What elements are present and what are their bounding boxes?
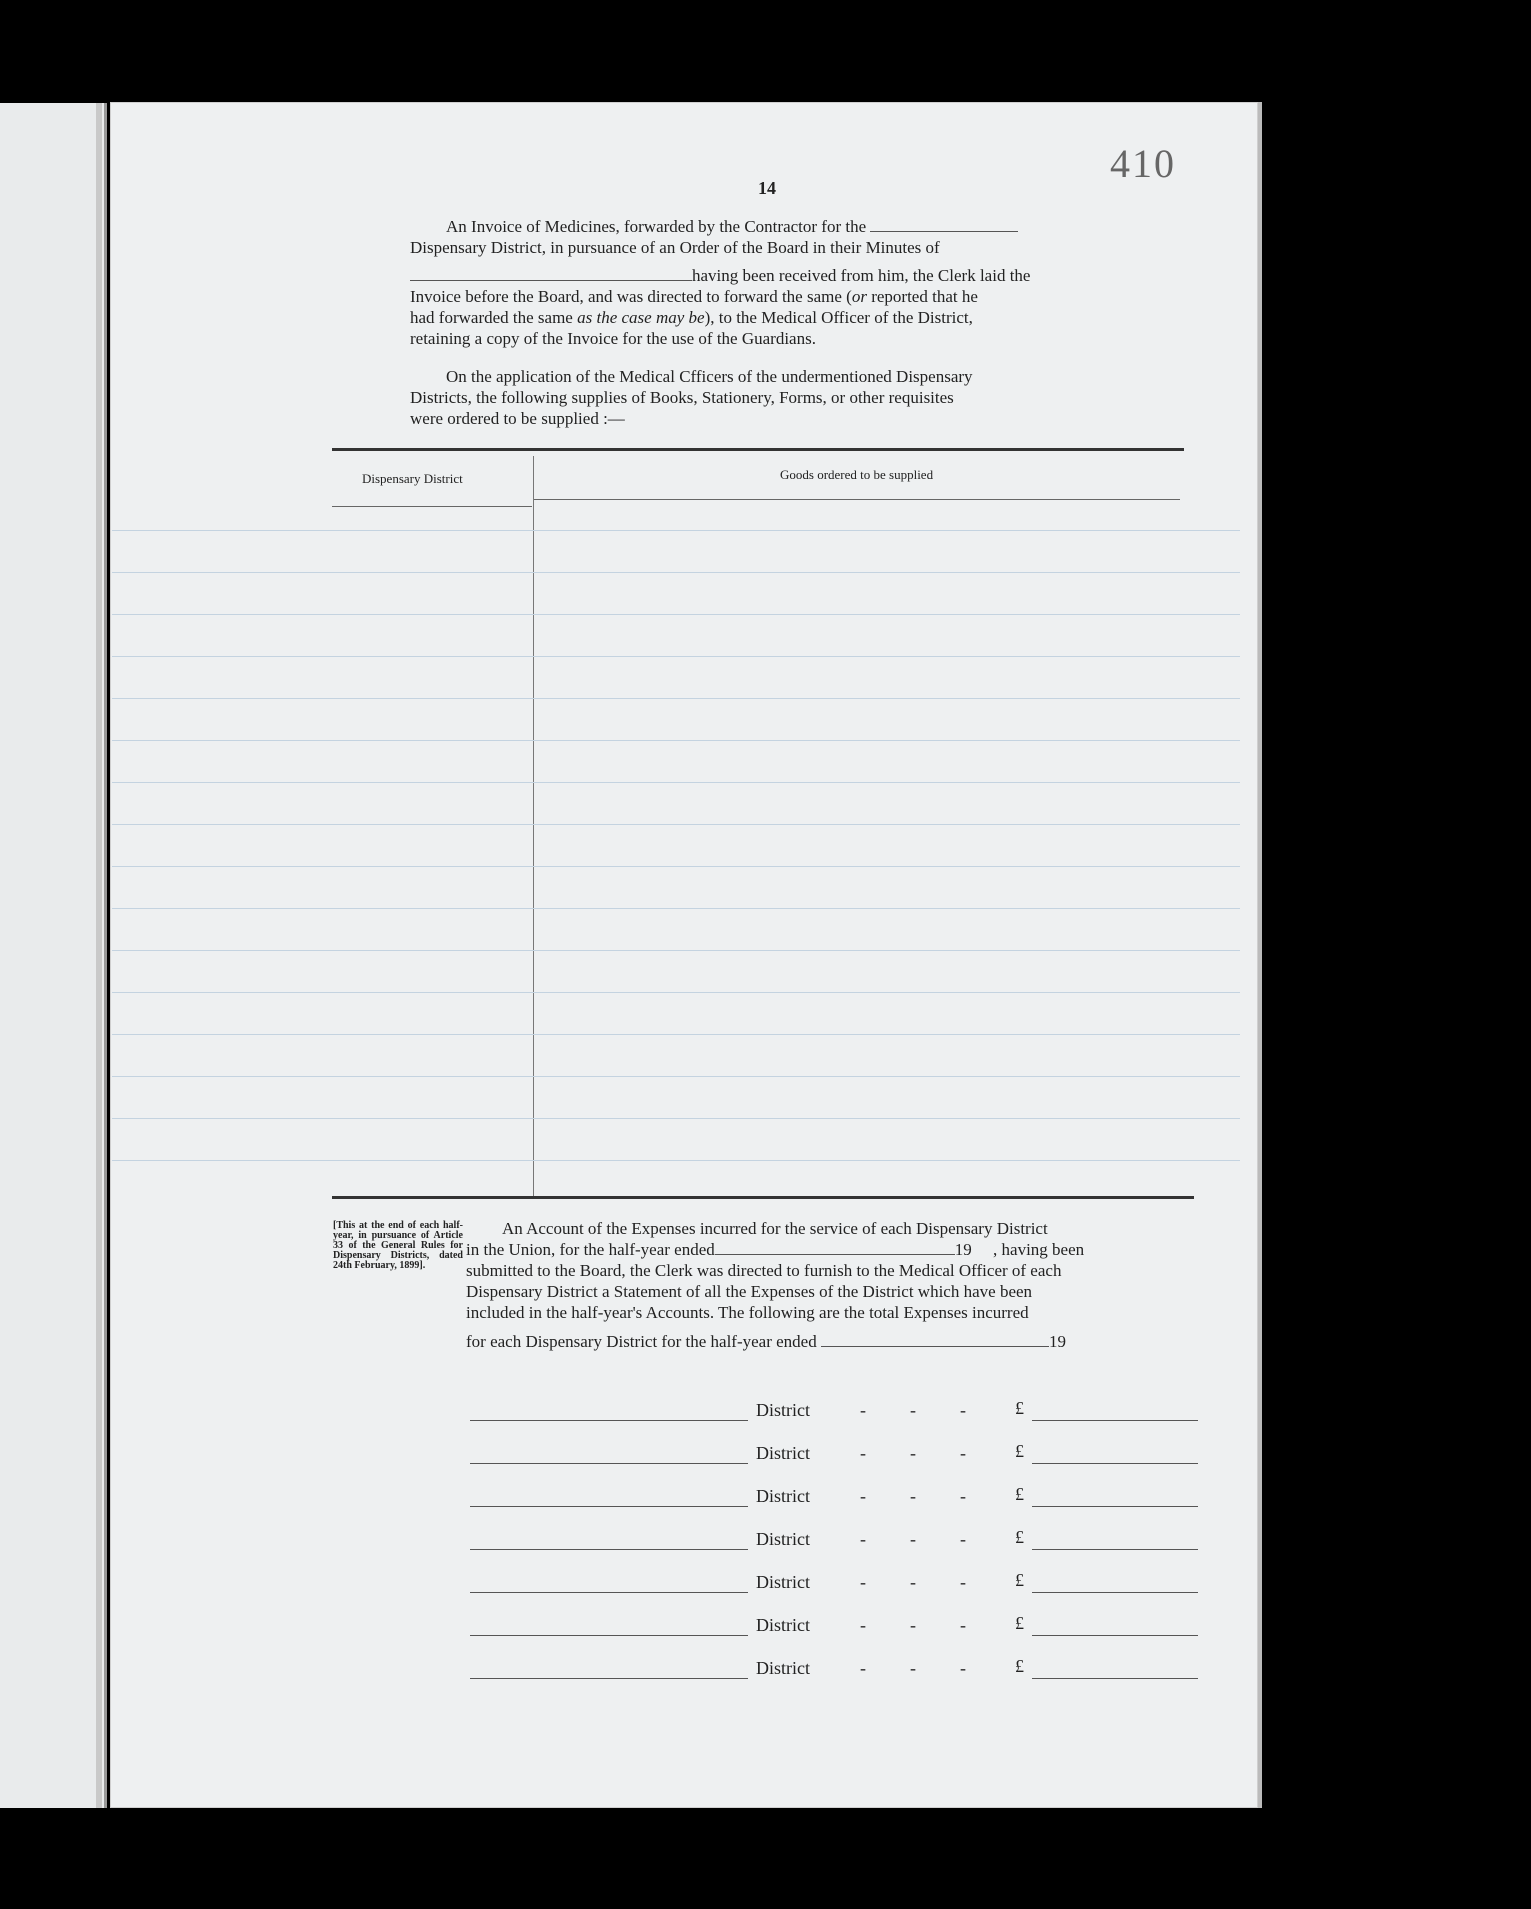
- ruled-line: [112, 782, 1240, 783]
- amount-blank: [1032, 1635, 1198, 1636]
- district-row: [470, 1398, 1200, 1428]
- leader-dash: -: [960, 1572, 966, 1592]
- district-name-blank: [470, 1549, 748, 1550]
- district-label: District: [756, 1658, 810, 1678]
- amount-blank: [1032, 1678, 1198, 1679]
- leader-dash: -: [910, 1572, 916, 1592]
- ruled-line: [112, 950, 1240, 951]
- amount-blank: [1032, 1463, 1198, 1464]
- ruled-line: [112, 530, 1240, 531]
- page-number: 14: [758, 178, 776, 198]
- account-line-4: Dispensary District a Statement of all the Expenses of the District which have been: [466, 1282, 1033, 1301]
- leader-dash: -: [960, 1615, 966, 1635]
- district-label: District: [756, 1615, 810, 1635]
- account-line-2-year: 19: [954, 1240, 972, 1259]
- invoice-line-4-or: or: [851, 287, 867, 306]
- leader-dash: -: [960, 1486, 966, 1506]
- account-line-2c: , having been: [993, 1240, 1085, 1259]
- archive-folio-number: 410: [1110, 141, 1176, 186]
- ruled-line: [112, 1076, 1240, 1077]
- leader-dash: -: [960, 1443, 966, 1463]
- district-row: [470, 1656, 1200, 1686]
- district-name-blank: [470, 1463, 748, 1464]
- ruled-line: [112, 824, 1240, 825]
- pound-sign: £: [1015, 1613, 1024, 1633]
- leader-dash: -: [860, 1443, 866, 1463]
- ruled-line: [112, 866, 1240, 867]
- district-row: [470, 1484, 1200, 1514]
- table-bottom-rule: [332, 1196, 1194, 1199]
- margin-note: [This at the end of each half-year, in pursuance of Article 33 of the General Rules for Dispensary Districts, dated 24th February, 1899].: [333, 1220, 463, 1271]
- account-line-5: included in the half-year's Accounts. The following are the total Expenses incurred: [466, 1303, 1029, 1322]
- minutes-date-blank: [410, 279, 692, 281]
- leader-dash: -: [910, 1615, 916, 1635]
- column-header-goods-ordered: Goods ordered to be supplied: [780, 467, 934, 482]
- leader-dash: -: [860, 1400, 866, 1420]
- leader-dash: -: [860, 1529, 866, 1549]
- pound-sign: £: [1015, 1527, 1024, 1547]
- page-edge: [1258, 102, 1262, 1808]
- application-line-1: On the application of the Medical Cfficers of the undermentioned Dispensary: [446, 367, 973, 386]
- district-name-blank: [470, 1420, 748, 1421]
- leader-dash: -: [910, 1443, 916, 1463]
- column-divider: [533, 456, 534, 1196]
- ruled-line: [112, 698, 1240, 699]
- account-paragraph: [466, 1218, 1196, 1352]
- leader-dash: -: [960, 1400, 966, 1420]
- ruled-line: [112, 572, 1240, 573]
- pound-sign: £: [1015, 1656, 1024, 1676]
- district-name-blank: [470, 1678, 748, 1679]
- leader-dash: -: [910, 1486, 916, 1506]
- half-year-blank-2: [821, 1345, 1049, 1347]
- district-row: [470, 1441, 1200, 1471]
- pound-sign: £: [1015, 1484, 1024, 1504]
- ruled-line: [112, 1034, 1240, 1035]
- district-label: District: [756, 1443, 810, 1463]
- invoice-line-1: An Invoice of Medicines, forwarded by the Contractor for the: [446, 217, 867, 236]
- amount-blank: [1032, 1549, 1198, 1550]
- account-line-6a: for each Dispensary District for the half-year ended: [466, 1332, 817, 1351]
- account-line-1: An Account of the Expenses incurred for the service of each Dispensary District: [502, 1219, 1048, 1238]
- pound-sign: £: [1015, 1441, 1024, 1461]
- account-line-2a: in the Union, for the half-year ended: [466, 1240, 715, 1259]
- ruled-line: [112, 992, 1240, 993]
- leader-dash: -: [910, 1529, 916, 1549]
- invoice-line-4b: reported that he: [866, 287, 978, 306]
- leader-dash: -: [910, 1658, 916, 1678]
- account-line-3: submitted to the Board, the Clerk was directed to furnish to the Medical Officer of each: [466, 1261, 1062, 1280]
- pound-sign: £: [1015, 1570, 1024, 1590]
- district-row: [470, 1527, 1200, 1557]
- district-label: District: [756, 1572, 810, 1592]
- ruled-line: [112, 908, 1240, 909]
- account-line-6-year: 19: [1048, 1332, 1066, 1351]
- amount-blank: [1032, 1592, 1198, 1593]
- leader-dash: -: [960, 1658, 966, 1678]
- invoice-line-3: having been received from him, the Clerk laid the: [692, 266, 1031, 285]
- invoice-paragraph: [410, 216, 1126, 349]
- header-rule-left: [332, 506, 532, 507]
- district-row: [470, 1613, 1200, 1643]
- ruled-line: [112, 656, 1240, 657]
- district-label: District: [756, 1400, 810, 1420]
- leader-dash: -: [860, 1615, 866, 1635]
- ruled-line: [112, 740, 1240, 741]
- application-paragraph: [410, 366, 1126, 429]
- page-gutter: [96, 103, 102, 1808]
- half-year-blank-1: [715, 1253, 955, 1255]
- ruled-line: [112, 1160, 1240, 1161]
- amount-blank: [1032, 1506, 1198, 1507]
- table-top-rule: [332, 448, 1184, 451]
- pound-sign: £: [1015, 1398, 1024, 1418]
- leader-dash: -: [960, 1529, 966, 1549]
- district-row: [470, 1570, 1200, 1600]
- district-label: District: [756, 1486, 810, 1506]
- district-name-blank: [470, 1592, 748, 1593]
- contractor-blank: [870, 230, 1018, 232]
- application-line-2: Districts, the following supplies of Books, Stationery, Forms, or other requisites: [410, 388, 954, 407]
- leader-dash: -: [860, 1572, 866, 1592]
- leader-dash: -: [860, 1486, 866, 1506]
- leader-dash: -: [860, 1658, 866, 1678]
- ruled-line: [112, 614, 1240, 615]
- invoice-line-5-italic: as the case may be: [577, 308, 705, 327]
- leader-dash: -: [910, 1400, 916, 1420]
- invoice-line-6: retaining a copy of the Invoice for the use of the Guardians.: [410, 329, 816, 348]
- invoice-line-5a: had forwarded the same: [410, 308, 578, 327]
- district-name-blank: [470, 1635, 748, 1636]
- amount-blank: [1032, 1420, 1198, 1421]
- application-line-3: were ordered to be supplied :—: [410, 409, 625, 428]
- column-header-dispensary-district: Dispensary District: [362, 471, 463, 486]
- district-label: District: [756, 1529, 810, 1549]
- district-name-blank: [470, 1506, 748, 1507]
- invoice-line-2: Dispensary District, in pursuance of an Order of the Board in their Minutes of: [410, 238, 940, 257]
- header-rule-right: [534, 499, 1180, 500]
- invoice-line-5b: ), to the Medical Officer of the District,: [704, 308, 973, 327]
- ruled-line: [112, 1118, 1240, 1119]
- invoice-line-4: Invoice before the Board, and was directed to forward the same (: [410, 287, 852, 306]
- facing-page: [0, 103, 107, 1808]
